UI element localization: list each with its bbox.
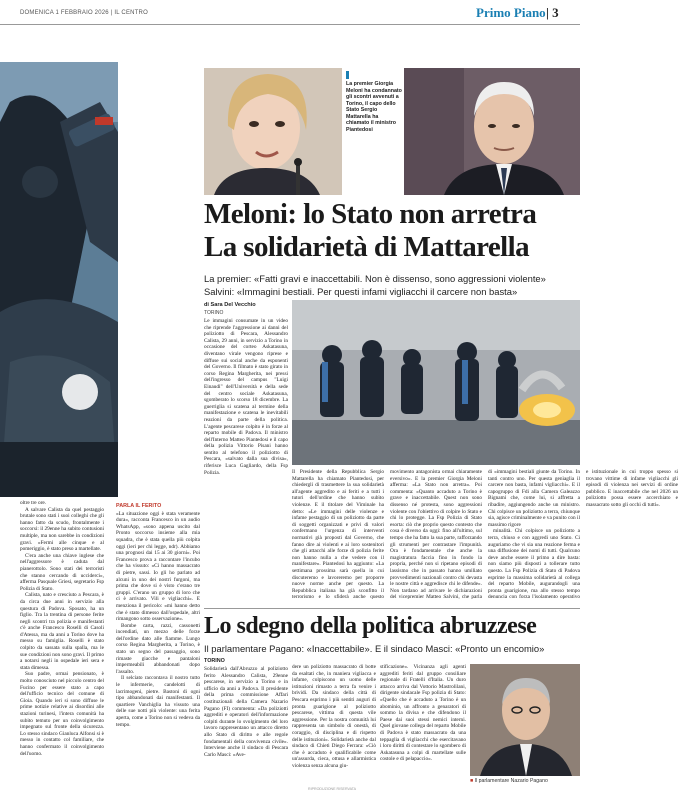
header-rule [0,24,580,25]
date-text: DOMENICA 1 FEBBRAIO 2026 [20,10,109,16]
sidebar-column-1 [20,500,104,782]
paragraph: Solidarietà dall'Abruzzo al poliziotto ferito Alessandro Calista, 29enne pescarese, in servizio a Torino e in ufficio da anni a Padova. Il presidente della prima commissione Affari costituzionali della Camera Nazario Pagano (FI) commenta: «Da poliziotti aggrediti e operatori dell'informazione colpiti durante lo svolgimento del loro lavoro rappresentano un attacco diretto allo Stato di diritto e alle regole fondamentali della convivenza civile». Interviene anche il sindaco di Pescara Carlo Masci: «Ave- [204,666,288,758]
photo-caption [470,778,580,784]
paragraph: C'era anche una chiave inglese che nell'aggressore è caduta dal pianerottolo. Sono stati dei terroristi che stanno cercando di ucciderci», afferma Pasquale Griesi, segretario Fsp Polizia di Stato. [20,552,104,592]
paragraph: Il selciato raccontava il nostro tutto le infermerie, candelotti di lacrimogeni, pietre. Bastoni di ogni tipo abbandonati dai manifestanti. Il quartiere Vanchiglia ha vissuto una delle sue notti più violente: una ferita aperta, come a Torino non si vedeva da tempo. [116,675,200,728]
second-headline: Lo sdegno della politica abruzzese [204,613,537,639]
riot-scene-illustration [0,62,118,497]
credit: RIPRODUZIONE RISERVATA [308,787,357,791]
section-title: Primo Piano [476,5,546,20]
second-subtitle: Il parlamentare Pagano: «Inaccettabile». E il sindaco Masci: «Pronto un encomio» [204,643,545,654]
dateline: DOMENICA 1 FEBBRAIO 2026 | IL CENTRO [20,10,148,16]
caption-text: Il parlamentare Nazario Pagano [474,778,548,784]
meloni-portrait [204,68,342,195]
paragraph: minalità. Chi colpisce un poliziotto a terra, chiuso e con aggredi uno Stato. Ci auguriamo che vi sia una reazione ferma e una diffusione dei nomi di tutti. Qualcuno deve anche essere il primo a dire basta: non siamo più disposti a tollerare tutto questo. La Fsp Polizia di Stato di Padova esprime la massima solidarietà al collega del reparto Mobile, augurandogli una pronta guarigione, ma allo stesso tempo denuncia con forza l'isolamento operativo e istituzionale in cui troppo spesso si trovano vittime di infame vigliacchi gli episodi di violenza nei servizi di ordine pubblico. E inaccettabile che nel 2026 un poliziotto possa essere accerchiato e massacrato sotto gli occhi di tutti». [488,469,678,601]
photo-riot-scene [0,62,118,497]
photo-police-clash [292,300,580,465]
second-place-tag: TORINO [204,658,225,664]
photo-mattarella [404,68,580,195]
page-number: | 3 [546,5,559,20]
article-main-column-1 [204,318,288,476]
subtitle-line-1: La premier: «Fatti gravi e inaccettabili. Non è dissenso, sono aggressioni violente» [204,273,546,284]
sidebar-column-2 [116,500,200,782]
article-main-lower-columns [292,469,678,604]
photo-pagano [470,664,580,776]
paragraph: A salvare Calista da quel pestaggio brutale sono stati i suoi colleghi che gli hanno fatto da scudo, frontalmente i soccorsi: il 29enne ha subito contusioni multiple, ma non sarebbe in condizioni gravi. «Fermi alle cinque e al pomeriggio, è stato preso a martellate. [20,506,104,553]
paragraph: Le immagini consumate in un video che riprende l'aggressione ai danni del poliziotto di Pescara, Alessandro Calista, 29 anni, in servizio a Torino in occasione del corteo Askatasuna, diventano virale vengono riprese e diffuse sui social anche da esponenti del Governo. Il filmato è stato girato in corso Regina Margherita, nei pressi dell'ingresso del campus "Luigi Einaudi" dell'Università e della sede del centro sociale Askatasuna, sgomberato lo scorso 18 dicembre. La guerriglia si scatena al termine della manifestazione e scatena le inevitabili reazioni da parte della politica. L'agente pescarese colpito è in forze al reparto mobile di Padova. Il ministro dell'Interno Matteo Piantedosi e il capo della polizia Vittorio Pisani hanno sentito al telefono il poliziotto di Pescara, «salvato dalla sua divisa», riferisce Luca Gagliardo, della Fsp Polizia. [204,318,288,476]
paragraph: Il Presidente della Repubblica Sergio Mattarella ha chiamato Piantedosi, per chiedergli di trasmettere la sua solidarietà all'agente aggredito e ai feriti e a tutti i tutori dell'ordine che hanno subìto violenze. E il titolare del Viminale ha detto: «Le immagini delle violenze e infame pestaggio di un poliziotto da parte di soggetti organizzati e privi di valori confermano l'urgenza di interventi normativi già proposti dal Governo, che fanno dire ai violenti e ai loro sostenitori che gli attacchi alle forze di polizia ferite non hanno nulla a che vedere con il manifestare». Piantedosi ha aggiunto: «La settimana prossima sarà quella in cui discuteremo e lavoreremo per proporre nuove norme anche per questo. La Repubblica italiana ha già sconfitto il terrorismo e lo sfiderà anche questo movimento antagonista ormai chiaramente eversivo». E la premier Giorgia Meloni afferma: «La Stato non arretra». Poi commenta: «Quanto accaduto a Torino è grave e inaccettabile. Quest non sono dissenso né protesta, sono aggressioni violente con l'obiettivo di colpire lo Stato e chi lo protegge. La Fsp Polizia di Stato esorta: ciò che proprio questo contesto che cosa è diverso da oggi: fino all'ultimo, sul tempo che ha fatto la sua parte, rafforzando gli strumenti per contrastare l'impunità. Ora è fondamentale che anche la magistratura faccia fino in fondo la propria, perché non si ripetano episodi di lassismo che in passato hanno umiliato provvedimenti nazionali contro chi devasta le nostre città e aggredisce chi le difende». Non tardano ad arrivare le dichiarazioni del vicepremier Matteo Salvini, che parla di «immagini bestiali giunte da Torino. In tanti contro uno. Per questa genìaglia il carcere non basta, infami vigliacchi». E il capogruppo di Fdi alla Camera Galeazzo Bignami che, come lui, si affretta a ribadire, aggiungendo anche un ministro. Chi colpisce un poliziotto a terra, chiunque sia, agisce criminalmente e va punito con il massimo rigore [292,469,580,601]
paragraph: oltre tre ore. [20,500,47,506]
photo-meloni [204,68,342,195]
byline: di Sara Del Vecchio [204,302,256,308]
police-clash-illustration [292,300,580,465]
caption-marker-icon: ■ [470,778,474,784]
section-divider [204,608,580,609]
second-article-column-2 [292,664,376,784]
place-tag: TORINO [204,310,224,316]
paper-name: IL CENTRO [114,10,148,16]
paragraph: «La situazione oggi è stata veramente dura», racconta Francesco in un audio WhatsApp, «sono appena uscito dal Pronto soccorso insieme alla mia squadra, che è stata quella più colpita oggi (ieri per chi legge, ndr). Abbiamo una prognosi dai 15 ai 30 giorni». Poi Francesco prova a raccontare l'incubo che ha vissuto: «Ci hanno massacrato di pietre, sassi. Io gli ho parlato ad alcuni in uno dei nostri furgoni, ma prima che dove si è visto c'erano tre gruppi. C'erano un gruppo di loro che ci è arrivato. Vili e vigliacchi». E menziona il pericolo: «mi hanno detto che è stato dimesso dall'ospedale, altri rimangono sotto osservazione». [116,510,200,623]
paragraph: Calista, nato e cresciuto a Pescara, è da circa due anni in servizio alla questura di Padova. Sposato, ha un figlio. Tra la trentina di persone ferite negli scontri tra polizia e manifestanti c'è anche Francesco Roselli di Casoli d'Atessa, ma da anni a Torino dove ha messo su famiglia. Roselli è stato colpito da sassata sulla spalla, ma le sue condizioni non sono gravi. Il primo a notarsi negli in ospedale ieri sera e stata dimessa. [20,592,104,671]
second-article-column-1 [204,666,288,784]
second-article-column-3 [380,664,466,784]
page-number-value: 3 [552,5,559,20]
paragraph: Suo padre, ormai pensionato, è molto conosciuto nel piccolo centro del Fucino per essere stato a capo dell'ufficio tecnico del comune di Gioia. Quando ieri si sono diffuse le prime notizie relative ai disordini alle stazioni turinesi, l'intera comunità ha subito temuto per un coinvolgimento impegnato sul fronte della sicurezza. Lo stesso sindaco Gianluca Alfonsi si è messo in contatto col familiare, che hanno confermato il coinvolgimento dell'uomo. [20,671,104,757]
main-headline-line-2: La solidarietà di Mattarella [204,231,529,263]
paragraph: Bombe carta, razzi, cassonetti incendiati, un mezzo delle forze dell'ordine dato alle fiamme. Lungo corso Regina Margherita, a Torino, è stato un segno del passaggio, sono rimaste giacche e pantaloni impermeabili abbandonati dopo l'assalto. [116,622,200,675]
top-photo-caption [346,71,402,133]
subtitle-line-2: Salvini: «Immagini bestiali. Per questi infami vigliacchi il carcere non basta» [204,286,518,297]
mattarella-portrait [404,68,580,195]
sidebar-subhead: PARLA IL FERITO [116,503,162,509]
paragraph: stificazione». Vicinanza agli agenti aggrediti feriti dal gruppo consiliare regionale di Fratelli d'Italia. Un duro attacco arriva dal Vottorio Mastrolilani, dirigente sindacale Fsp polizia di Stato: «Quello che è accaduto a Torino è un abominio, un affronto a genaratori di sommo la divisa e che difendono il Paese dai suoi stessi nemici interni. Quel giovane collega del reparto Mobile di Padova è stato massacrato da una teppaglia di vigliacchi che esercitavano i loro diritti di contestare lo sgombero di Askatasuna a colpi di martellate sulle costole e di pelapaccio». [380,664,466,763]
main-headline-line-1: Meloni: lo Stato non arretra [204,198,537,230]
caption-text: La premier Giorgia Meloni ha condannato gli scontri avvenuti a Torino, il capo dello Stato Sergio Mattarella ha chiamato il ministro Piantedosi [346,81,402,133]
pagano-portrait [470,664,580,776]
caption-accent-bar [346,71,349,79]
paragraph: dere un poliziotto massacrato di botte da esaltati che, in maniera vigliacca e infame, colpiscono un uomo delle istituzioni rimasto a terra fa venire i brividi. Da sindaco della città di Pescara esprimo i più sentiti auguri di pronta guarigione al poliziotto pescarese, vittima di questa vile aggressione. Per la nostra comunità lui rappresenta un simbolo di onestà, di coraggio, di disciplina e di rispetto delle istituzioni». Solidarietà anche dal sindaco di Chieti Diego Ferrara: «Ciò che è accaduto è qualificabile come un'assurda, cieca, ottusa e allarmistica violenza senza alcuna giu- [292,664,376,769]
